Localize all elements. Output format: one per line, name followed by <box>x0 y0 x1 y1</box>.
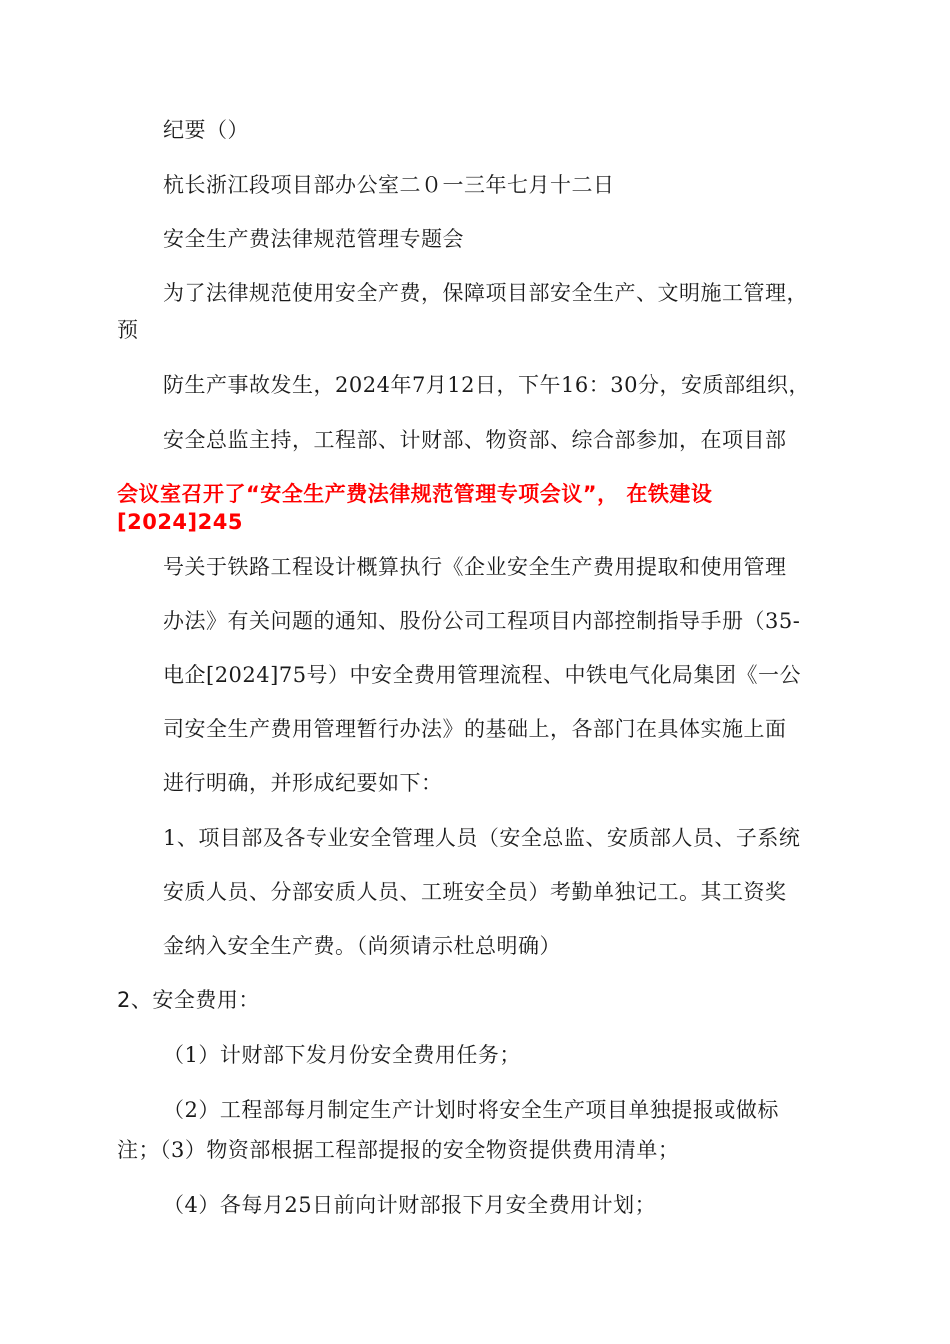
paragraph-line: 司安全生产费用管理暂行办法》的基础上，各部门在具体实施上面 <box>163 717 787 741</box>
highlighted-line: 会议室召开了“安全生产费法律规范管理专项会议”， 在铁建设 <box>117 482 713 506</box>
paragraph-line: 进行明确，并形成纪要如下： <box>163 771 443 795</box>
paragraph-line: 防生产事故发生，2024年7月12日，下午16：30分，安质部组织， <box>163 373 810 397</box>
paragraph-line: 办法》有关问题的通知、股份公司工程项目内部控制指导手册（35- <box>163 609 801 633</box>
paragraph-line: 号关于铁路工程设计概算执行《企业安全生产费用提取和使用管理 <box>163 555 787 579</box>
issuer-date: 杭长浙江段项目部办公室二０一三年七月十二日 <box>163 173 615 197</box>
highlighted-line: [2024]245 <box>117 510 243 534</box>
sub-item: （4）各每月25日前向计财部报下月安全费用计划； <box>163 1193 657 1217</box>
sub-item: （1）计财部下发月份安全费用任务； <box>163 1043 521 1067</box>
list-item-1-cont: 安质人员、分部安质人员、工班安全员）考勤单独记工。其工资奖 <box>163 880 787 904</box>
paragraph-line: 为了法律规范使用安全产费，保障项目部安全生产、文明施工管理， <box>163 281 808 305</box>
list-item-1-cont: 金纳入安全生产费。（尚须请示杜总明确） <box>163 934 561 958</box>
sub-item: （2）工程部每月制定生产计划时将安全生产项目单独提报或做标 <box>163 1098 779 1122</box>
list-item-1: 1、项目部及各专业安全管理人员（安全总监、安质部人员、子系统 <box>163 826 801 850</box>
paragraph-line: 安全总监主持，工程部、计财部、物资部、综合部参加，在项目部 <box>163 428 787 452</box>
sub-item: 注；（3）物资部根据工程部提报的安全物资提供费用清单； <box>117 1138 680 1162</box>
summary-title: 纪要（） <box>163 118 249 142</box>
paragraph-line: 电企[2024]75号）中安全费用管理流程、中铁电气化局集团《一公 <box>163 663 802 687</box>
paragraph-line: 预 <box>117 318 139 342</box>
meeting-title: 安全生产费法律规范管理专题会 <box>163 227 464 251</box>
section-heading: 2、安全费用： <box>117 988 260 1012</box>
